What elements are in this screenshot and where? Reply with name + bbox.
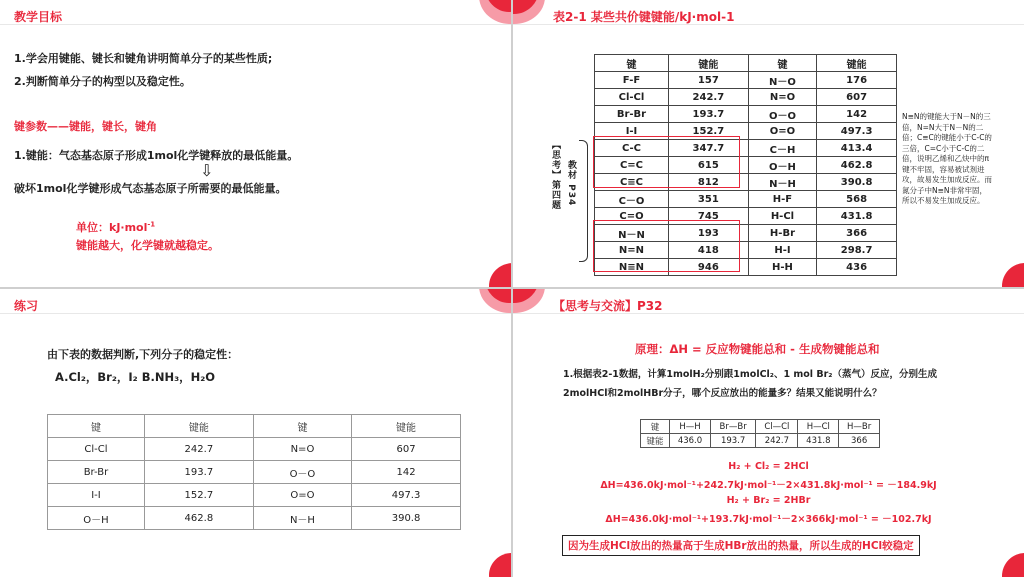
definition-line <box>14 147 298 163</box>
table-cell: O－H <box>48 507 145 530</box>
equation-hbr: H₂ + Br₂ = 2HBr <box>726 495 811 506</box>
table-cell: 242.7 <box>144 438 253 461</box>
divider <box>513 24 1024 25</box>
table-cell: N－O <box>748 72 816 89</box>
goal-1: 1.学会用键能、键长和键角讲明简单分子的某些性质; <box>14 52 273 65</box>
table-cell: Cl—Cl <box>756 420 798 434</box>
table-cell: Cl-Cl <box>48 438 145 461</box>
bracket <box>579 140 588 262</box>
table-cell: 436 <box>817 259 897 276</box>
down-arrow-icon: ⇩ <box>200 161 214 180</box>
table-cell: Br—Br <box>710 420 755 434</box>
table-cell: O－H <box>748 157 816 174</box>
table-cell: C－O <box>595 191 669 208</box>
table-cell: O=O <box>748 123 816 140</box>
table-cell: 418 <box>668 242 748 259</box>
table-cell: 390.8 <box>817 174 897 191</box>
table-cell: C－H <box>748 140 816 157</box>
question-line-1: 1.根据表2-1数据，计算1molH₂分别跟1molCl₂、1 mol Br₂（蒸气）反应，分别生成 <box>563 369 937 380</box>
practice-table <box>47 414 461 530</box>
table-cell: 298.7 <box>817 242 897 259</box>
table-cell: 193.7 <box>144 461 253 484</box>
table-cell: O=O <box>253 484 351 507</box>
corner-decoration <box>489 553 511 577</box>
table-cell: H-Cl <box>748 208 816 225</box>
slide-teaching-goals <box>0 0 511 287</box>
table-cell: I-I <box>48 484 145 507</box>
table-row <box>595 89 897 106</box>
slide-title: 【思考与交流】P32 <box>553 299 663 313</box>
table-cell: F-F <box>595 72 669 89</box>
table-cell: C≡C <box>595 174 669 191</box>
definition-body: 气态基态原子形成1mol化学键释放的最低能量。 <box>58 149 299 162</box>
column-header: 键能 <box>352 415 461 438</box>
table-cell: H—H <box>670 420 711 434</box>
principle: 原理：ΔH = 反应物键能总和 - 生成物键能总和 <box>635 342 880 356</box>
unit-line <box>76 219 155 235</box>
table-cell: 431.8 <box>798 434 839 448</box>
table-cell: 152.7 <box>144 484 253 507</box>
table-cell: 193.7 <box>710 434 755 448</box>
table-cell: 946 <box>668 259 748 276</box>
table-cell: O－O <box>748 106 816 123</box>
table-cell: 413.4 <box>817 140 897 157</box>
table-cell: 745 <box>668 208 748 225</box>
corner-decoration <box>489 263 511 287</box>
unit-superscript: -1 <box>147 220 156 229</box>
table-row <box>595 191 897 208</box>
table-body <box>48 415 461 530</box>
table-cell: Cl-Cl <box>595 89 669 106</box>
table-cell: 607 <box>352 438 461 461</box>
table-cell: N≡N <box>595 259 669 276</box>
corner-decoration <box>1002 553 1024 577</box>
table-cell: 157 <box>668 72 748 89</box>
think-label: 【思考】第四题 <box>550 140 560 210</box>
table-cell: 607 <box>817 89 897 106</box>
corner-decoration <box>1002 263 1024 287</box>
table-cell: 462.8 <box>144 507 253 530</box>
options: A.Cl₂，Br₂，I₂ B.NH₃，H₂O <box>55 370 216 384</box>
table-cell: N－H <box>253 507 351 530</box>
table-cell: N=N <box>595 242 669 259</box>
break-definition: 破坏1mol化学键形成气态基态原子所需要的最低能量。 <box>14 182 287 195</box>
table-cell: N=O <box>253 438 351 461</box>
table-header-row <box>48 415 461 438</box>
table-cell: H-I <box>748 242 816 259</box>
table-body <box>641 420 880 448</box>
table-cell: N－H <box>748 174 816 191</box>
table-cell: 568 <box>817 191 897 208</box>
table-cell: 436.0 <box>670 434 711 448</box>
table-cell: 462.8 <box>817 157 897 174</box>
table-cell: 142 <box>352 461 461 484</box>
table-cell: 390.8 <box>352 507 461 530</box>
slide-bond-energy-table <box>513 0 1024 287</box>
column-header: 键 <box>253 415 351 438</box>
table-cell: 366 <box>817 225 897 242</box>
divider <box>513 313 1024 314</box>
slide-practice <box>0 289 511 577</box>
table-cell: H-Br <box>748 225 816 242</box>
table-cell: N=O <box>748 89 816 106</box>
table-cell: 431.8 <box>817 208 897 225</box>
table-header-row <box>595 55 897 72</box>
question: 由下表的数据判断,下列分子的稳定性： <box>47 348 239 361</box>
table-row <box>48 507 461 530</box>
table-cell: 615 <box>668 157 748 174</box>
table-cell: H-H <box>748 259 816 276</box>
table-cell: 193 <box>668 225 748 242</box>
slide-title: 表2-1 某些共价键键能/kJ·mol-1 <box>553 10 735 24</box>
definition-head: 1.键能： <box>14 149 59 162</box>
table-cell: 176 <box>817 72 897 89</box>
slide-title: 教学目标 <box>14 10 63 24</box>
table-cell: C-C <box>595 140 669 157</box>
table-cell: 193.7 <box>668 106 748 123</box>
equation-hcl: H₂ + Cl₂ = 2HCl <box>728 461 809 472</box>
side-note: N≡N的键能大于N－N的三倍，N=N大于N－N的二倍；C≡C的键能小于C-C的三倍，C=C小于C-C的二倍，说明乙烯和乙炔中的π键不牢固，容易被试剂进攻，故易发生加成反应。而氮分子中N≡N非常牢固，所以不易发生加成反应。 <box>902 112 992 205</box>
highlight-cc-rows <box>593 136 740 188</box>
unit-text: 单位：kJ·mol <box>76 221 148 234</box>
table-cell: H—Br <box>839 420 880 434</box>
table-cell: 812 <box>668 174 748 191</box>
slide-think-exchange <box>513 289 1024 577</box>
section-subtitle: 键参数——键能，键长，键角 <box>14 120 157 133</box>
divider <box>0 24 511 25</box>
table-cell: I-I <box>595 123 669 140</box>
column-header: 键能 <box>817 55 897 72</box>
calculation-hcl: ΔH=436.0kJ·mol⁻¹+242.7kJ·mol⁻¹－2×431.8kJ·mol⁻¹ = －184.9kJ <box>600 480 937 491</box>
column-header: 键 <box>48 415 145 438</box>
table-cell: 152.7 <box>668 123 748 140</box>
table-cell: 351 <box>668 191 748 208</box>
table-row <box>595 106 897 123</box>
table-cell: 142 <box>817 106 897 123</box>
textbook-label: 教材 P34 <box>566 160 576 207</box>
energy-row <box>641 434 880 448</box>
table-cell: H—Cl <box>798 420 839 434</box>
column-header: 键 <box>595 55 669 72</box>
bond-mini-table <box>640 419 880 448</box>
table-row <box>595 72 897 89</box>
table-cell: 242.7 <box>668 89 748 106</box>
table-cell: C=O <box>595 208 669 225</box>
table-cell: H-F <box>748 191 816 208</box>
table-cell: 键 <box>641 420 670 434</box>
table-cell: N－N <box>595 225 669 242</box>
table-cell: C=C <box>595 157 669 174</box>
table-cell: 366 <box>839 434 880 448</box>
table-cell: 347.7 <box>668 140 748 157</box>
column-header: 键能 <box>668 55 748 72</box>
conclusion: 键能越大，化学键就越稳定。 <box>76 239 219 252</box>
column-header: 键 <box>748 55 816 72</box>
goal-2: 2.判断简单分子的构型以及稳定性。 <box>14 75 191 88</box>
table-row <box>48 461 461 484</box>
table-cell: Br-Br <box>595 106 669 123</box>
column-header: 键能 <box>144 415 253 438</box>
divider <box>0 313 511 314</box>
table-cell: 242.7 <box>756 434 798 448</box>
table-row <box>48 438 461 461</box>
highlight-nn-rows <box>593 220 740 272</box>
table-cell: Br-Br <box>48 461 145 484</box>
question-line-2: 2molHCl和2molHBr分子，哪个反应放出的能量多？结果又能说明什么？ <box>563 388 882 399</box>
table-cell: 键能 <box>641 434 670 448</box>
slide-title: 练习 <box>14 299 39 313</box>
conclusion-box: 因为生成HCl放出的热量高于生成HBr放出的热量，所以生成的HCl较稳定 <box>562 535 920 556</box>
bond-row <box>641 420 880 434</box>
table-cell: 497.3 <box>352 484 461 507</box>
table-cell: O－O <box>253 461 351 484</box>
calculation-hbr: ΔH=436.0kJ·mol⁻¹+193.7kJ·mol⁻¹－2×366kJ·mol⁻¹ = －102.7kJ <box>605 514 932 525</box>
table-row <box>48 484 461 507</box>
table-cell: 497.3 <box>817 123 897 140</box>
